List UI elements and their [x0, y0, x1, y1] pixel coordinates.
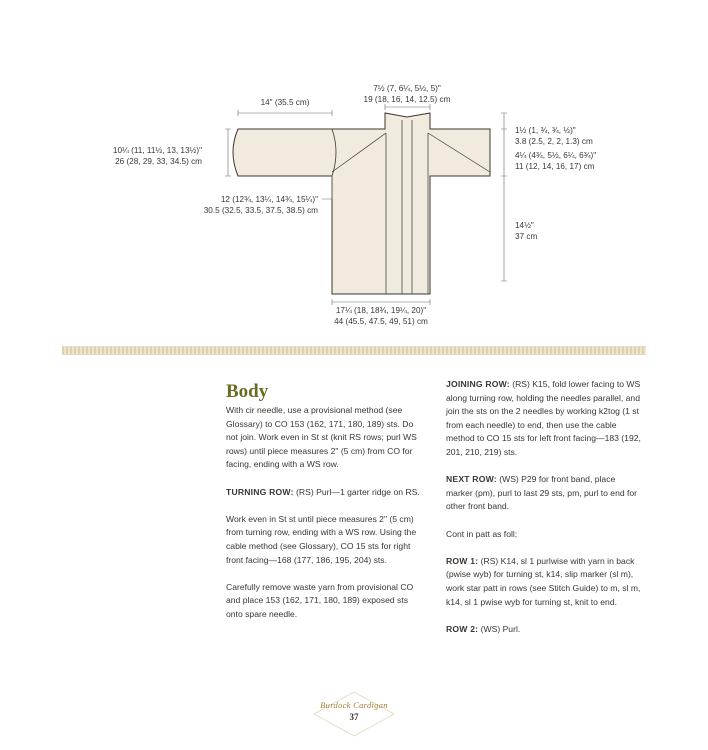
yoke-depth-measure — [515, 150, 596, 172]
measure-text: 12 (12¾, 13¼, 14¾, 15¼)" — [220, 195, 318, 204]
neck-width-measure — [347, 83, 467, 105]
paragraph-text: Cont in patt as foll: — [446, 528, 518, 539]
row-label: TURNING ROW: — [226, 486, 294, 497]
paragraph — [226, 581, 422, 622]
page-footer — [304, 690, 404, 740]
measure-text: 30.5 (32.5, 33.5, 37.5, 38.5) cm — [203, 206, 318, 215]
paragraph — [446, 378, 642, 460]
measure-text: 37 cm — [515, 232, 538, 241]
paragraph — [446, 555, 642, 609]
sleeve-length-measure — [235, 97, 335, 108]
measure-text: 1½ (1, ¾, ¾, ½)" — [515, 126, 576, 135]
measure-text: 3.8 (2.5, 2, 2, 1.3) cm — [515, 137, 593, 146]
paragraph-text: (WS) P29 for front band, place marker (pm), purl to last 29 sts, pm, purl to end for other front band. — [446, 474, 638, 512]
paragraph-text: (WS) Purl. — [478, 623, 521, 634]
right-column — [446, 378, 642, 650]
paragraph-text: With cir needle, use a provisional method (see Glossary) to CO 153 (162, 171, 180, 189) sts. Do not join. Work even in St st (knit RS rows; purl WS rows) until piece measures 2" (5 cm) from CO for facing, ending with a WS row. — [226, 405, 417, 470]
upper-arm-measure — [170, 194, 318, 216]
measure-text: 14½" — [515, 221, 534, 230]
paragraph-text: (RS) K15, fold lower facing to WS along turning row, holding the needles parallel, and join the sts on the 2 needles by working k2tog (1 st from each needle) to end, then use the cable method to CO 15 sts for left front facing—183 (192, 201, 210, 219) sts. — [446, 379, 641, 457]
cuff-measure — [80, 145, 202, 167]
body-length-measure — [515, 220, 537, 242]
measure-text: 4¼ (4¾, 5½, 6¼, 6¾)" — [515, 151, 597, 160]
measure-text: 17¼ (18, 18¾, 19¼, 20)" — [335, 306, 427, 315]
measure-text: 10¼ (11, 11½, 13, 13½)" — [112, 146, 202, 155]
measure-text: 26 (28, 29, 33, 34.5) cm — [115, 157, 202, 166]
shoulder-depth-measure — [515, 125, 593, 147]
measure-text: 11 (12, 14, 16, 17) cm — [515, 162, 595, 171]
book-title: Burdock Cardigan — [320, 700, 388, 710]
paragraph — [446, 473, 642, 514]
paragraph-text: Carefully remove waste yarn from provisional CO and place 153 (162, 171, 180, 189) exposed sts onto spare needle. — [226, 581, 414, 619]
back-width-measure — [331, 305, 431, 327]
section-title: Body — [226, 381, 269, 402]
measure-text: 14" (35.5 cm) — [260, 98, 310, 107]
left-column — [226, 404, 422, 635]
row-label: JOINING ROW: — [446, 379, 510, 389]
paragraph-text: (RS) Purl—1 garter ridge on RS. — [293, 486, 420, 497]
paragraph — [226, 513, 422, 567]
decorative-divider — [62, 346, 646, 355]
row-label: ROW 1: — [446, 555, 479, 566]
row-label: NEXT ROW: — [446, 474, 497, 485]
measure-text: 7½ (7, 6¼, 5½, 5)" — [373, 84, 441, 93]
page-number: 37 — [349, 712, 359, 722]
paragraph-text: (RS) K14, sl 1 purlwise with yarn in back (pwise wyb) for turning st, k14, slip marker (sl m), work star patt in rows (see Stitch Guide) to m, sl m, k14, sl 1 pwise wyb for turning st, knit to end. — [446, 555, 641, 607]
cardigan-schematic — [0, 0, 708, 340]
measure-text: 44 (45.5, 47.5, 49, 51) cm — [334, 317, 428, 326]
paragraph — [226, 404, 422, 472]
paragraph — [446, 528, 642, 542]
paragraph-text: Work even in St st until piece measures 2" (5 cm) from turning row, ending with a WS row. Using the cable method (see Glossary), CO 15 sts for right front facing—168 (177, 186, 195, 204) sts. — [226, 513, 417, 565]
row-label: ROW 2: — [446, 623, 479, 634]
measure-text: 19 (18, 16, 14, 12.5) cm — [363, 95, 451, 104]
paragraph — [446, 623, 642, 637]
paragraph — [226, 486, 422, 500]
